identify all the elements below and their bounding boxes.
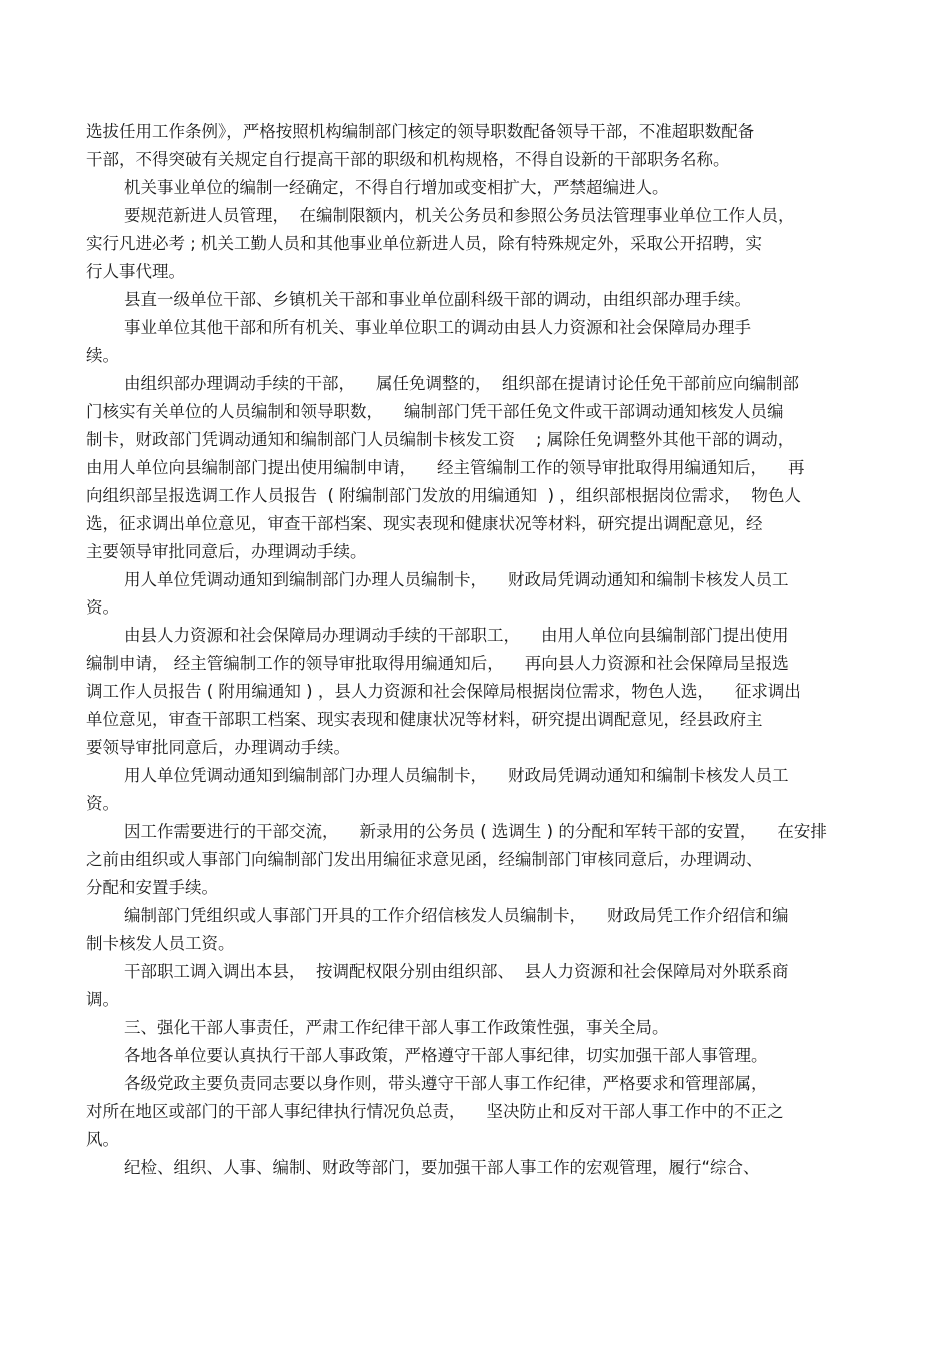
- text-line: 干部，不得突破有关规定自行提高干部的职级和机构规格，不得自设新的干部职务名称。: [86, 150, 730, 169]
- text-line: 分配和安置手续。: [86, 878, 218, 897]
- text-line: 三、强化干部人事责任，严肃工作纪律干部人事工作政策性强，事关全局。: [124, 1018, 669, 1037]
- text-line: 对所在地区或部门的干部人事纪律执行情况负总责， 坚决防止和反对干部人事工作中的不正之: [86, 1102, 784, 1121]
- text-line: 续。: [86, 346, 119, 365]
- text-line: 编制部门凭组织或人事部门开具的工作介绍信核发人员编制卡， 财政局凭工作介绍信和编: [124, 906, 789, 925]
- text-line: 调工作人员报告 ( 附用编通知 ) ，县人力资源和社会保障局根据岗位需求，物色人选， 征求调出: [86, 682, 801, 701]
- text-line: 机关事业单位的编制一经确定，不得自行增加或变相扩大，严禁超编进人。: [124, 178, 669, 197]
- text-line: 县直一级单位干部、乡镇机关干部和事业单位副科级干部的调动，由组织部办理手续。: [124, 290, 751, 309]
- text-line: 选拔任用工作条例》，严格按照机构编制部门核定的领导职数配备领导干部，不准超职数配备: [86, 122, 755, 141]
- text-line: 制卡，财政部门凭调动通知和编制部门人员编制卡核发工资 ; 属除任免调整外其他干部的调动，: [86, 430, 795, 449]
- text-line: 因工作需要进行的干部交流， 新录用的公务员 ( 选调生 ) 的分配和军转干部的安置， 在安排: [124, 822, 827, 841]
- text-line: 行人事代理。: [86, 262, 185, 281]
- text-line: 门核实有关单位的人员编制和领导职数， 编制部门凭干部任免文件或干部调动通知核发人员编: [86, 402, 784, 421]
- text-line: 事业单位其他干部和所有机关、事业单位职工的调动由县人力资源和社会保障局办理手: [124, 318, 751, 337]
- text-line: 各地各单位要认真执行干部人事政策，严格遵守干部人事纪律，切实加强干部人事管理。: [124, 1046, 768, 1065]
- text-line: 制卡核发人员工资。: [86, 934, 235, 953]
- text-line: 用人单位凭调动通知到编制部门办理人员编制卡， 财政局凭调动通知和编制卡核发人员工: [124, 570, 789, 589]
- text-line: 资。: [86, 794, 119, 813]
- text-line: 实行凡进必考 ; 机关工勤人员和其他事业单位新进人员，除有特殊规定外，采取公开招聘，实: [86, 234, 763, 253]
- text-line: 由县人力资源和社会保障局办理调动手续的干部职工， 由用人单位向县编制部门提出使用: [124, 626, 789, 645]
- text-line: 主要领导审批同意后，办理调动手续。: [86, 542, 367, 561]
- text-line: 纪检、组织、人事、编制、财政等部门，要加强干部人事工作的宏观管理，履行“综合、: [124, 1158, 760, 1177]
- text-line: 要领导审批同意后，办理调动手续。: [86, 738, 350, 757]
- text-line: 各级党政主要负责同志要以身作则，带头遵守干部人事工作纪律，严格要求和管理部属，: [124, 1074, 768, 1093]
- text-line: 向组织部呈报选调工作人员报告 ( 附编制部门发放的用编通知 ) ，组织部根据岗位需求， 物色人: [86, 486, 801, 505]
- text-line: 选，征求调出单位意见，审查干部档案、现实表现和健康状况等材料，研究提出调配意见，经: [86, 514, 763, 533]
- text-line: 资。: [86, 598, 119, 617]
- text-line: 调。: [86, 990, 119, 1009]
- text-line: 干部职工调入调出本县， 按调配权限分别由组织部、 县人力资源和社会保障局对外联系商: [124, 962, 789, 981]
- text-line: 用人单位凭调动通知到编制部门办理人员编制卡， 财政局凭调动通知和编制卡核发人员工: [124, 766, 789, 785]
- text-line: 风。: [86, 1130, 119, 1149]
- text-line: 编制申请， 经主管编制工作的领导审批取得用编通知后， 再向县人力资源和社会保障局呈报选: [86, 654, 789, 673]
- text-line: 由用人单位向县编制部门提出使用编制申请， 经主管编制工作的领导审批取得用编通知后， 再: [86, 458, 805, 477]
- text-line: 单位意见，审查干部职工档案、现实表现和健康状况等材料，研究提出调配意见，经县政府主: [86, 710, 763, 729]
- document-body: [86, 118, 866, 1182]
- text-line: 之前由组织或人事部门向编制部门发出用编征求意见函，经编制部门审核同意后，办理调动、: [86, 850, 763, 869]
- text-line: 要规范新进人员管理， 在编制限额内，机关公务员和参照公务员法管理事业单位工作人员，: [124, 206, 795, 225]
- text-line: 由组织部办理调动手续的干部， 属任免调整的， 组织部在提请讨论任免干部前应向编制部: [124, 374, 799, 393]
